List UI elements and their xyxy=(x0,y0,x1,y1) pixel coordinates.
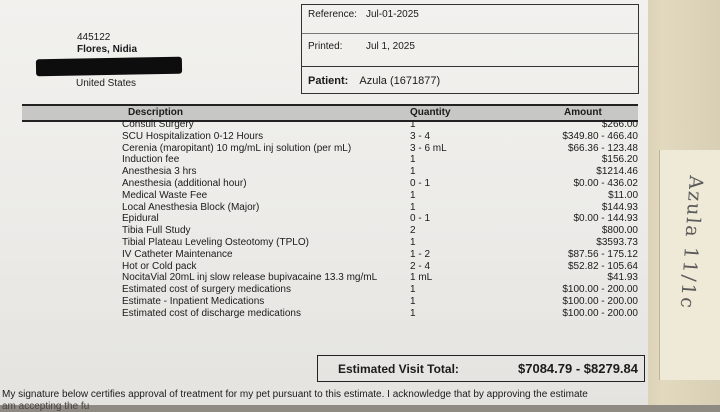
row-quantity: 1 xyxy=(410,295,416,307)
row-quantity: 1 xyxy=(410,201,416,213)
table-row xyxy=(22,143,638,155)
row-amount: $156.20 xyxy=(601,154,638,166)
row-quantity: 1 xyxy=(410,284,416,296)
row-quantity: 3 - 4 xyxy=(410,130,431,142)
reference-value: Jul-01-2025 xyxy=(366,9,419,20)
row-amount: $100.00 - 200.00 xyxy=(562,307,638,319)
row-amount: $3593.73 xyxy=(596,236,638,248)
row-quantity: 3 - 6 mL xyxy=(410,142,447,154)
table-row xyxy=(22,202,638,214)
total-label: Estimated Visit Total: xyxy=(338,362,459,376)
row-description: Hot or Cold pack xyxy=(122,260,197,272)
table-row xyxy=(22,190,638,202)
table-row xyxy=(22,308,638,320)
row-quantity: 0 - 1 xyxy=(410,213,431,225)
row-amount: $100.00 - 200.00 xyxy=(562,295,638,307)
table-row xyxy=(22,249,638,261)
total-value: $7084.79 - $8279.84 xyxy=(518,361,638,376)
row-description: Epidural xyxy=(122,213,159,225)
estimate-table xyxy=(22,100,638,350)
row-quantity: 1 - 2 xyxy=(410,248,431,260)
row-description: SCU Hospitalization 0-12 Hours xyxy=(122,130,264,142)
reference-box xyxy=(301,4,639,94)
client-country: United States xyxy=(76,78,137,89)
table-row xyxy=(22,154,638,166)
row-amount: $66.36 - 123.48 xyxy=(567,142,638,154)
table-row xyxy=(22,213,638,225)
row-amount: $800.00 xyxy=(601,225,638,237)
row-description: Estimated cost of discharge medications xyxy=(122,307,301,319)
row-quantity: 2 xyxy=(410,225,416,237)
row-quantity: 0 - 1 xyxy=(410,177,431,189)
row-description: Consult Surgery xyxy=(122,119,194,130)
row-amount: $144.93 xyxy=(601,201,638,213)
row-amount: $41.93 xyxy=(607,272,638,284)
table-body xyxy=(22,119,638,320)
table-row xyxy=(22,225,638,237)
header-quantity: Quantity xyxy=(410,107,451,118)
row-description: Induction fee xyxy=(122,154,180,166)
row-amount: $0.00 - 436.02 xyxy=(573,177,638,189)
row-description: IV Catheter Maintenance xyxy=(122,248,233,260)
row-description: Medical Waste Fee xyxy=(122,189,208,201)
row-description: NocitaVial 20mL inj slow release bupivacaine 13.3 mg/mL xyxy=(122,272,378,284)
signature-notice-line2: am accepting the fu xyxy=(2,401,90,412)
reference-row xyxy=(308,9,419,20)
table-row xyxy=(22,237,638,249)
row-amount: $100.00 - 200.00 xyxy=(562,284,638,296)
row-quantity: 1 xyxy=(410,154,416,166)
table-row xyxy=(22,166,638,178)
row-quantity: 1 mL xyxy=(410,272,433,284)
table-row xyxy=(22,178,638,190)
row-description: Tibia Full Study xyxy=(122,225,191,237)
table-row xyxy=(22,296,638,308)
row-amount: $1214.46 xyxy=(596,166,638,178)
printed-value: Jul 1, 2025 xyxy=(366,41,415,52)
row-description: Tibial Plateau Leveling Osteotomy (TPLO) xyxy=(122,236,309,248)
row-amount: $11.00 xyxy=(608,189,638,201)
row-description: Anesthesia 3 hrs xyxy=(122,166,197,178)
table-row xyxy=(22,272,638,284)
row-description: Estimated cost of surgery medications xyxy=(122,284,291,296)
table-row xyxy=(22,261,638,273)
header-amount: Amount xyxy=(564,107,602,118)
row-amount: $349.80 - 466.40 xyxy=(562,130,638,142)
printed-label: Printed: xyxy=(308,41,343,52)
row-quantity: 1 xyxy=(410,236,416,248)
patient-row xyxy=(308,75,440,87)
row-quantity: 2 - 4 xyxy=(410,260,431,272)
redaction-mark xyxy=(36,57,182,77)
patient-label: Patient: xyxy=(308,75,349,87)
signature-notice: My signature below certifies approval of treatment for my pet pursuant to this estimate. I acknowledge that by approving the estimate xyxy=(2,389,588,400)
reference-label: Reference: xyxy=(308,9,357,20)
patient-divider xyxy=(302,66,638,67)
row-quantity: 1 xyxy=(410,166,416,178)
table-row xyxy=(22,284,638,296)
row-description: Cerenia (maropitant) 10 mg/mL inj solution (per mL) xyxy=(122,142,352,154)
table-row xyxy=(22,131,638,143)
row-quantity: 1 xyxy=(410,119,416,130)
row-description: Estimate - Inpatient Medications xyxy=(122,295,265,307)
row-amount: $266.00 xyxy=(601,119,638,130)
header-description: Description xyxy=(128,107,184,118)
reference-divider xyxy=(302,33,638,34)
row-quantity: 1 xyxy=(410,189,416,201)
row-quantity: 1 xyxy=(410,307,416,319)
row-amount: $0.00 - 144.93 xyxy=(573,213,638,225)
row-amount: $87.56 - 175.12 xyxy=(567,248,638,260)
client-id: 445122 xyxy=(77,32,111,43)
row-description: Anesthesia (additional hour) xyxy=(122,177,247,189)
table-row xyxy=(22,119,638,131)
row-description: Local Anesthesia Block (Major) xyxy=(122,201,260,213)
client-name: Flores, Nidia xyxy=(77,44,138,55)
client-address-block xyxy=(77,32,137,56)
row-amount: $52.82 - 105.64 xyxy=(567,260,638,272)
handwritten-note: Azula 11/1c xyxy=(675,174,707,311)
total-box xyxy=(317,355,645,382)
printed-row xyxy=(308,41,415,52)
patient-value: Azula (1671877) xyxy=(359,75,441,87)
